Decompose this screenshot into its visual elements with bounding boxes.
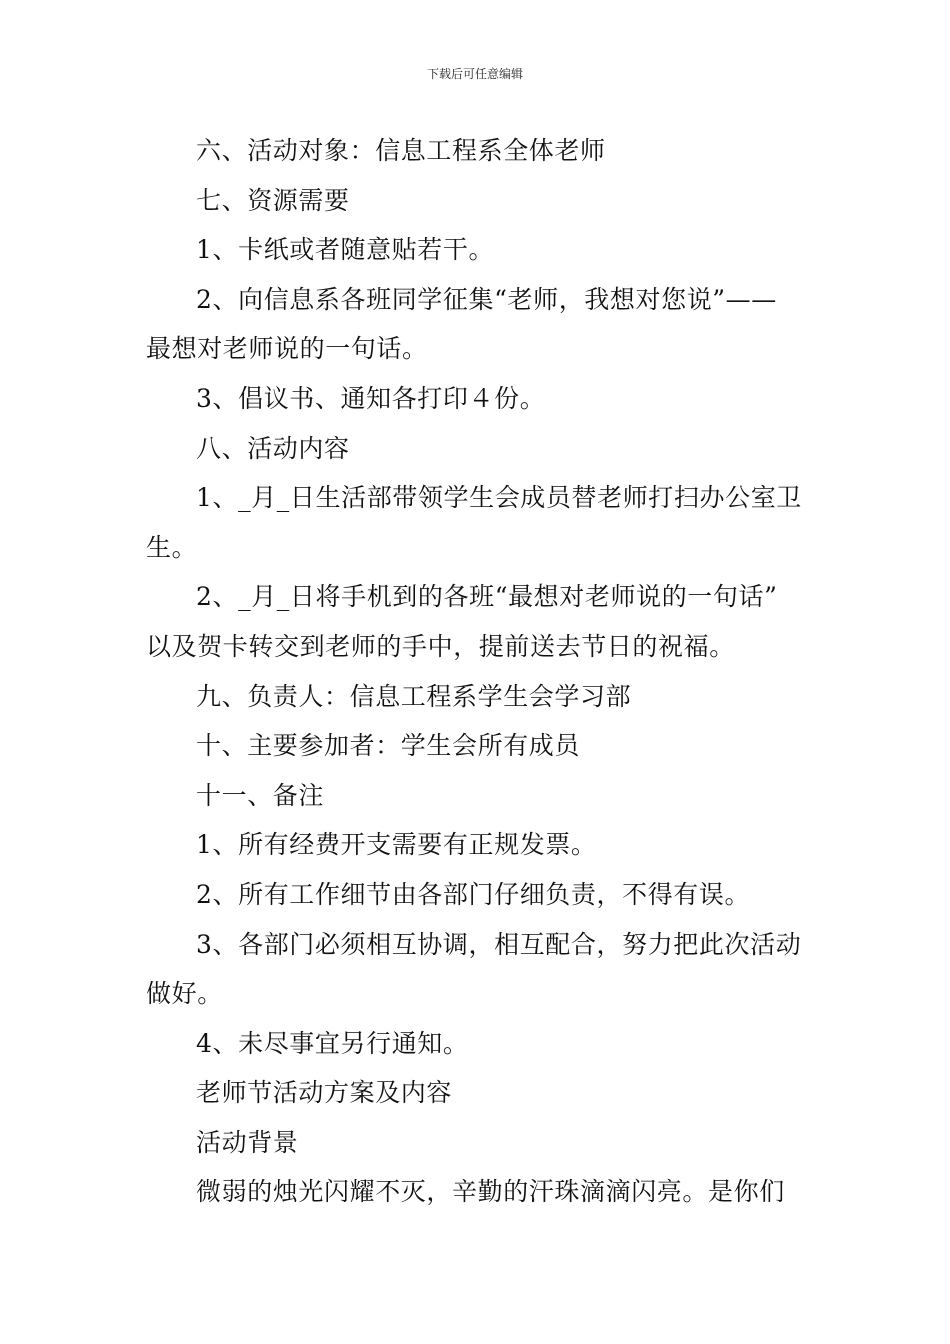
paragraph-line: 2、_月_日将手机到的各班“最想对老师说的一句话” <box>196 582 778 612</box>
paragraph-notes-heading: 十一、备注 <box>196 780 325 810</box>
paragraph-activity-target: 六、活动对象：信息工程系全体老师 <box>196 136 606 165</box>
paragraph-note-4: 4、未尽事宜另行通知。 <box>196 1028 469 1058</box>
paragraph-resource-heading: 七、资源需要 <box>196 185 350 215</box>
paragraph-content-1 <box>146 473 808 572</box>
paragraph-line: 做好。 <box>146 979 223 1009</box>
paragraph-content-heading: 八、活动内容 <box>196 433 350 463</box>
document-body <box>146 126 808 1217</box>
paragraph-note-2: 2、所有工作细节由各部门仔细负责，不得有误。 <box>196 879 751 909</box>
paragraph-line: 3、各部门必须相互协调，相互配合，努力把此次活动 <box>196 929 802 959</box>
paragraph-resource-1: 1、卡纸或者随意贴若干。 <box>196 235 495 265</box>
paragraph-line: 生。 <box>146 532 198 562</box>
paragraph-responsible: 九、负责人：信息工程系学生会学习部 <box>196 681 632 711</box>
paragraph-note-3 <box>146 920 808 1019</box>
paragraph-line: 最想对老师说的一句话。 <box>146 334 428 364</box>
paragraph-background-text: 微弱的烛光闪耀不灭，辛勤的汗珠滴滴闪亮。是你们 <box>196 1177 785 1207</box>
paragraph-note-1: 1、所有经费开支需要有正规发票。 <box>196 830 597 860</box>
paragraph-line: 2、向信息系各班同学征集“老师，我想对您说”—— <box>196 284 777 314</box>
paragraph-participants: 十、主要参加者：学生会所有成员 <box>196 731 581 761</box>
paragraph-resource-2 <box>146 275 808 374</box>
section-title: 老师节活动方案及内容 <box>196 1078 453 1108</box>
paragraph-content-2 <box>146 572 808 671</box>
page-header-note: 下载后可任意编辑 <box>426 67 523 81</box>
paragraph-line: 以及贺卡转交到老师的手中，提前送去节日的祝福。 <box>146 631 735 661</box>
section-subtitle-background: 活动背景 <box>196 1127 299 1157</box>
paragraph-resource-3: 3、倡议书、通知各打印４份。 <box>196 383 546 413</box>
paragraph-line: 1、_月_日生活部带领学生会成员替老师打扫办公室卫 <box>196 483 802 513</box>
